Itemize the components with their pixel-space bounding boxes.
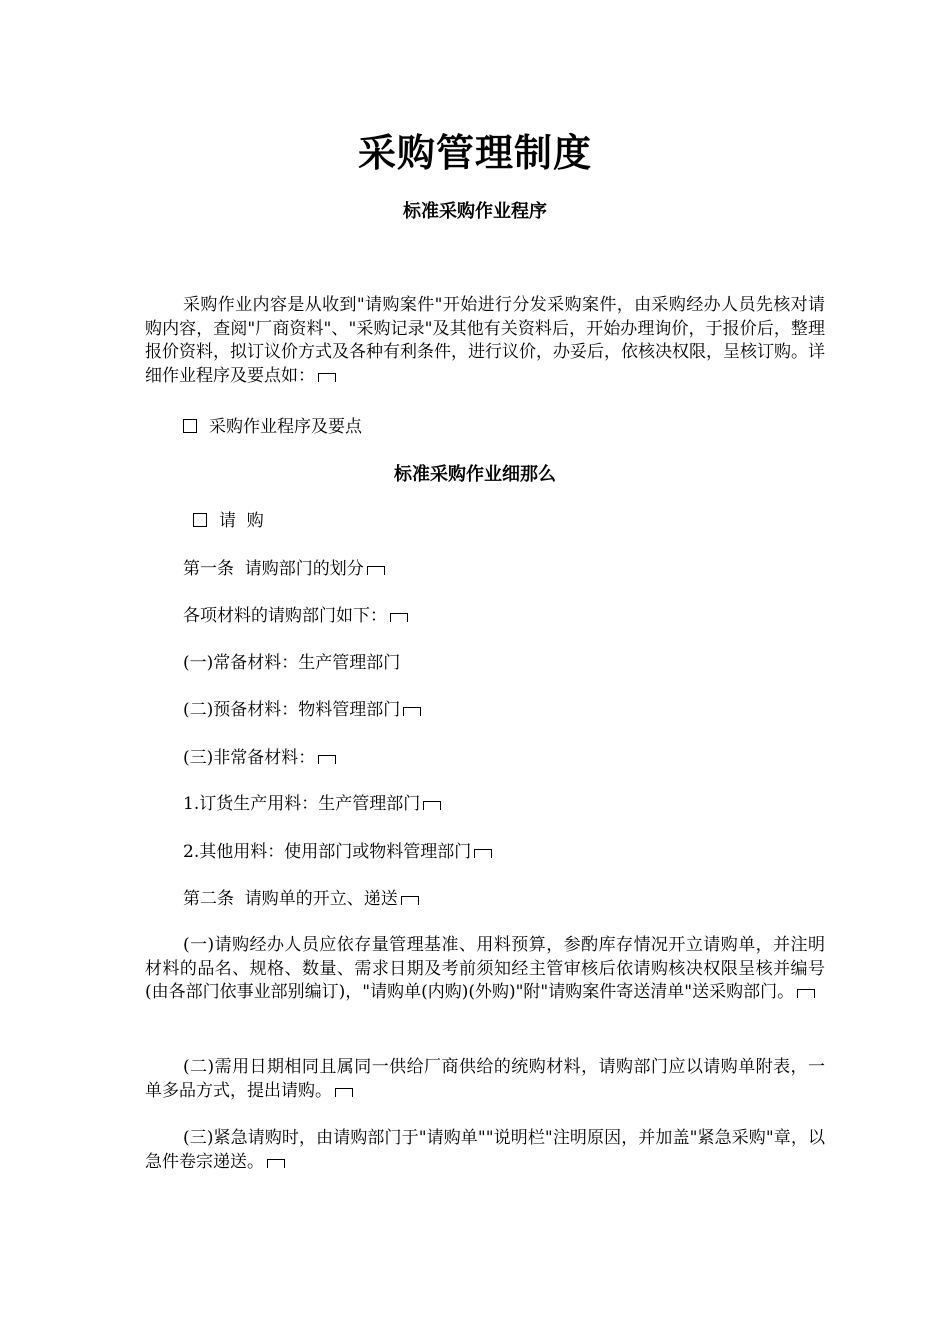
article2-p3-text: (三)紧急请购时，由请购部门于"请购单""说明栏"注明原因，并加盖"紧急采购"章，以急件卷宗递送。 (145, 1128, 825, 1172)
article2-paragraph1 (145, 934, 825, 1005)
paragraph-mark-icon (423, 801, 441, 810)
article2-p1-text: (一)请购经办人员应依存量管理基准、用料预算，参酌库存情况开立请购单，并注明材料的品名、规格、数量、需求日期及考前须知经主管审核后依请购核决权限呈核并编号(由各部门依事业部别编订)，"请购单(内购)(外购)"附"请购案件寄送清单"送采购部门。 (145, 935, 825, 1002)
intro-paragraph (145, 294, 825, 388)
detail-section-title: 标准采购作业细那么 (394, 464, 556, 485)
paragraph-mark-icon (318, 373, 336, 382)
article1-intro (183, 604, 408, 628)
paragraph-mark-icon (403, 707, 421, 716)
article1-intro-text: 各项材料的请购部门如下： (183, 606, 387, 626)
paragraph-mark-icon (390, 613, 408, 622)
article2-heading-text: 第二条 请购单的开立、递送 (183, 889, 398, 909)
article1-sub1 (183, 792, 441, 816)
document-subtitle: 标准采购作业程序 (403, 201, 547, 222)
article1-item2 (183, 698, 421, 722)
checkbox-icon (193, 513, 207, 527)
article1-heading-text: 第一条 请购部门的划分 (183, 559, 364, 579)
paragraph-mark-icon (474, 849, 492, 858)
checkbox-icon (183, 419, 197, 433)
document-title: 采购管理制度 (357, 130, 592, 175)
article2-heading (183, 887, 419, 911)
request-section-heading (193, 509, 264, 533)
intro-text: 采购作业内容是从收到"请购案件"开始进行分发采购案件，由采购经办人员先核对请购内容，查阅"厂商资料"、"采购记录"及其他有关资料后，开始办理询价，于报价后，整理报价资料，拟订议价方式及各种有利条件，进行议价，办妥后，依核决权限，呈核订购。详细作业程序及要点如： (145, 295, 825, 386)
article2-paragraph2 (145, 1056, 825, 1103)
paragraph-mark-icon (318, 755, 336, 764)
article1-item3 (183, 746, 336, 770)
article2-p2-text: (二)需用日期相同且属同一供给厂商供给的统购材料，请购部门应以请购单附表，一单多品方式，提出请购。 (145, 1057, 825, 1101)
paragraph-mark-icon (267, 1159, 285, 1168)
paragraph-mark-icon (797, 989, 815, 998)
article1-item3-text: (三)非常备材料： (183, 748, 316, 768)
request-section-label: 请 购 (219, 511, 264, 531)
article1-sub2-text: 2.其他用料：使用部门或物料管理部门 (183, 842, 472, 862)
article2-paragraph3 (145, 1127, 825, 1174)
article1-item2-text: (二)预备材料：物料管理部门 (183, 700, 401, 720)
article1-sub1-text: 1.订货生产用料：生产管理部门 (183, 794, 421, 814)
article1-heading (183, 557, 385, 581)
article1-sub2 (183, 840, 492, 864)
procedure-section-label: 采购作业程序及要点 (209, 417, 362, 437)
paragraph-mark-icon (335, 1088, 353, 1097)
paragraph-mark-icon (401, 896, 419, 905)
paragraph-mark-icon (367, 566, 385, 575)
procedure-section-heading (183, 415, 362, 439)
article1-item1: (一)常备材料：生产管理部门 (183, 653, 401, 673)
